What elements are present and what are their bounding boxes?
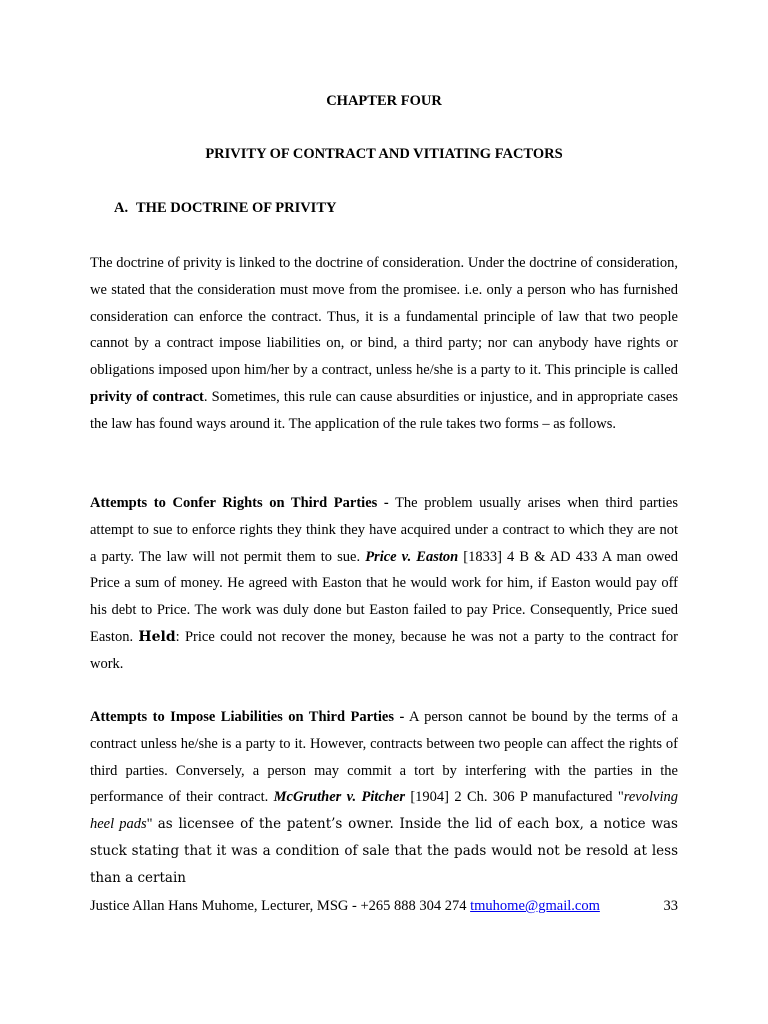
para2-text-3: : Price could not recover the money, because he was not a party to the contract for work. xyxy=(90,628,678,672)
chapter-subtitle: PRIVITY OF CONTRACT AND VITIATING FACTORS xyxy=(205,146,563,162)
impose-liabilities-heading: Attempts to Impose Liabilities on Third Parties - xyxy=(90,709,405,725)
section-heading xyxy=(114,200,336,217)
paragraph-impose-liabilities xyxy=(90,704,678,892)
para2-text-1: The problem usually arises when third parties attempt to sue to enforce rights they think they have acquired under a contract to which they are not a party. The law will not permit them to sue. xyxy=(90,495,678,565)
section-letter: A. xyxy=(114,200,129,216)
confer-rights-heading: Attempts to Confer Rights on Third Parties - xyxy=(90,495,389,511)
para2-text-2: [1833] 4 B & AD 433 A man owed Price a sum of money. He agreed with Easton that he would work for him, if Easton would pay off his debt to Price. The work was duly done but Easton failed to pay Price. Consequently, Price sued Easton. xyxy=(90,548,678,645)
page-number: 33 xyxy=(663,898,678,914)
revolving-heel-pads-italic: revolving heel pads xyxy=(90,789,678,833)
para1-text-after: . Sometimes, this rule can cause absurdities or injustice, and in appropriate cases the law has found ways around it. The application of the rule takes two forms – as follows. xyxy=(90,388,678,432)
footer-author: Justice Allan Hans Muhome, Lecturer, MSG - +265 888 304 274 xyxy=(90,898,471,914)
held-label: Held xyxy=(138,628,176,645)
paragraph-doctrine-of-privity xyxy=(90,250,678,438)
para3-text-2: [1904] 2 Ch. 306 P manufactured " xyxy=(405,789,624,806)
privity-of-contract-term: privity of contract xyxy=(90,388,204,405)
section-title: THE DOCTRINE OF PRIVITY xyxy=(136,200,337,216)
case-name-price-v-easton: Price v. Easton xyxy=(365,548,459,565)
case-name-mcgruther-v-pitcher: McGruther v. Pitcher xyxy=(273,789,405,806)
paragraph-confer-rights xyxy=(90,490,678,678)
page-footer xyxy=(90,898,678,915)
para3-text-4: as licensee of the patent’s owner. Inside the lid of each box, a notice was stuck stating that it was a condition of sale that the pads would not be resold at less than a certain xyxy=(90,816,678,886)
para3-text-1: A person cannot be bound by the terms of a contract unless he/she is a party to it. However, contracts between two people can affect the rights of third parties. Conversely, a person may commit a tort by interfering with the parties in the performance of their contract. xyxy=(90,709,679,806)
footer-email-link[interactable]: tmuhome@gmail.com xyxy=(470,898,600,914)
para3-text-3: " xyxy=(146,816,158,833)
chapter-title: CHAPTER FOUR xyxy=(326,93,442,109)
para1-text-before: The doctrine of privity is linked to the doctrine of consideration. Under the doctrine of consideration, we stated that the consideration must move from the promisee. i.e. only a person who has furnished consideration can enforce the contract. Thus, it is a fundamental principle of law that two people cannot by a contract impose liabilities on, or bind, a third party; nor can anybody have rights or obligations imposed upon him/her by a contract, unless he/she is a party to it. This principle is called xyxy=(90,255,678,379)
